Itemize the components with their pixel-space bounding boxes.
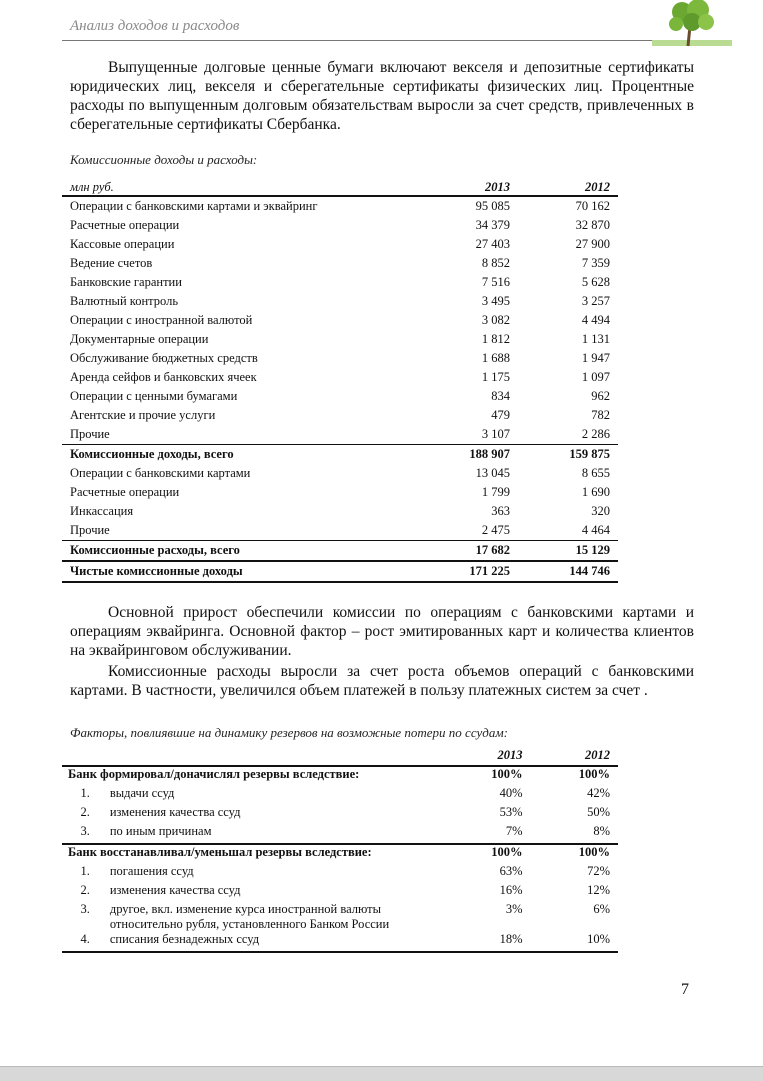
group-1-row <box>62 766 618 786</box>
item-index: 2. <box>80 883 90 897</box>
value-2012: 12% <box>587 883 610 897</box>
item-index: 2. <box>80 805 90 819</box>
value-2013: 16% <box>499 883 523 897</box>
table-row <box>62 330 618 349</box>
item-label: другое, вкл. изменение курса иностранной валюты <box>109 902 381 916</box>
row-label: Расчетные операции <box>70 218 180 232</box>
value-2013: 3 082 <box>481 313 510 327</box>
table-row <box>62 254 618 273</box>
value-2012: 100% <box>530 766 618 786</box>
col-2013-header: 2013 <box>497 748 523 762</box>
value-2013: 100% <box>443 844 531 864</box>
value-2012: 4 494 <box>581 313 610 327</box>
provisions-table <box>62 748 618 953</box>
value-2012: 782 <box>591 408 610 422</box>
list-item <box>62 786 618 805</box>
value-2013: 7 516 <box>481 275 510 289</box>
value-2012: 8% <box>593 824 610 838</box>
value-2012: 1 947 <box>581 351 610 365</box>
row-label: Операции с иностранной валютой <box>70 313 253 327</box>
item-label-cell <box>104 883 443 902</box>
provisions-table-header <box>62 748 618 766</box>
item-index: 4. <box>62 932 104 952</box>
item-label-cell <box>104 864 443 883</box>
value-2013: 53% <box>499 805 523 819</box>
page-number: 7 <box>681 981 689 998</box>
value-2013: 17 682 <box>418 541 518 562</box>
value-2012: 72% <box>587 864 610 878</box>
value-2012: 70 162 <box>575 199 610 213</box>
value-2012: 4 464 <box>581 523 610 537</box>
table-row <box>62 483 618 502</box>
value-2012: 2 286 <box>581 427 610 441</box>
value-2013: 2 475 <box>481 523 510 537</box>
row-label: Инкассация <box>70 504 134 518</box>
value-2013: 1 799 <box>481 485 510 499</box>
row-label: Кассовые операции <box>70 237 175 251</box>
value-2013: 3 107 <box>481 427 510 441</box>
table-row <box>62 349 618 368</box>
value-2012: 1 097 <box>581 370 610 384</box>
table-row <box>62 425 618 445</box>
item-index: 3. <box>80 902 90 916</box>
item-label-cell <box>104 902 443 932</box>
row-label: Банк формировал/доначислял резервы вследствие: <box>62 766 443 786</box>
list-item <box>62 824 618 844</box>
value-2013: 3% <box>505 902 523 916</box>
item-label-continued: относительно рубля, установленного Банком России <box>109 917 390 931</box>
row-label: Операции с банковскими картами и эквайринг <box>70 199 318 213</box>
item-label: выдачи ссуд <box>109 786 175 800</box>
value-2013: 13 045 <box>475 466 510 480</box>
item-label: списания безнадежных ссуд <box>109 932 260 946</box>
value-2013: 7% <box>505 824 523 838</box>
value-2012: 3 257 <box>581 294 610 308</box>
value-2012: 15 129 <box>518 541 618 562</box>
value-2013: 479 <box>491 408 510 422</box>
value-2012: 144 746 <box>518 561 618 582</box>
row-label: Документарные операции <box>70 332 209 346</box>
group-2-items <box>62 864 618 952</box>
list-item <box>62 932 618 952</box>
row-label: Прочие <box>70 427 110 441</box>
commission-table-caption: Комиссионные доходы и расходы: <box>70 152 258 167</box>
value-2012: 42% <box>587 786 610 800</box>
value-2013: 40% <box>499 786 523 800</box>
commission-table-header <box>62 180 618 196</box>
row-label: Аренда сейфов и банковских ячеек <box>70 370 257 384</box>
row-label: Обслуживание бюджетных средств <box>70 351 258 365</box>
value-2012: 962 <box>591 389 610 403</box>
value-2012: 100% <box>530 844 618 864</box>
col-2012-header: 2012 <box>518 180 618 196</box>
list-item <box>62 883 618 902</box>
value-2013: 27 403 <box>475 237 510 251</box>
row-label: Комиссионные расходы, всего <box>62 541 418 562</box>
expense-total-row <box>62 541 618 562</box>
commission-table <box>62 180 618 583</box>
row-label: Валютный контроль <box>70 294 179 308</box>
net-total-row <box>62 561 618 582</box>
header-rule <box>62 40 652 41</box>
table-row <box>62 292 618 311</box>
item-label: изменения качества ссуд <box>109 883 241 897</box>
provisions-table-caption: Факторы, повлиявшие на динамику резервов на возможные потери по ссудам: <box>70 725 508 740</box>
list-item <box>62 864 618 883</box>
row-label: Чистые комиссионные доходы <box>62 561 418 582</box>
tree-logo-icon <box>652 0 732 48</box>
row-label: Банковские гарантии <box>70 275 182 289</box>
row-label: Операции с ценными бумагами <box>70 389 238 403</box>
item-index: 3. <box>80 824 90 838</box>
table-row <box>62 216 618 235</box>
value-2013: 1 688 <box>481 351 510 365</box>
col-2013-header: 2013 <box>418 180 518 196</box>
item-label: погашения ссуд <box>109 864 194 878</box>
value-2013: 363 <box>491 504 510 518</box>
item-index: 1. <box>80 786 90 800</box>
value-2012: 320 <box>591 504 610 518</box>
value-2012: 7 359 <box>581 256 610 270</box>
value-2013: 1 175 <box>481 370 510 384</box>
value-2013: 8 852 <box>481 256 510 270</box>
table-row <box>62 196 618 216</box>
item-label: по иным причинам <box>109 824 212 838</box>
value-2012: 5 628 <box>581 275 610 289</box>
item-index: 1. <box>80 864 90 878</box>
row-label: Расчетные операции <box>70 485 180 499</box>
list-item <box>62 902 618 932</box>
table-row <box>62 273 618 292</box>
value-2013: 34 379 <box>475 218 510 232</box>
row-label: Прочие <box>70 523 110 537</box>
unit-label: млн руб. <box>62 180 418 196</box>
value-2013: 188 907 <box>418 445 518 465</box>
row-label: Банк восстанавливал/уменьшал резервы вследствие: <box>62 844 443 864</box>
value-2013: 95 085 <box>475 199 510 213</box>
income-total-row <box>62 445 618 465</box>
value-2013: 1 812 <box>481 332 510 346</box>
group-1-items <box>62 786 618 844</box>
table-row <box>62 406 618 425</box>
list-item <box>62 805 618 824</box>
group-2-row <box>62 844 618 864</box>
row-label: Операции с банковскими картами <box>70 466 251 480</box>
value-2013: 63% <box>499 864 523 878</box>
paragraph-3: Комиссионные расходы выросли за счет роста объемов операций с банковскими картами. В частности, увеличился объем платежей в пользу платежных систем за счет . <box>70 663 694 699</box>
table-row <box>62 368 618 387</box>
col-2012-header: 2012 <box>585 748 610 762</box>
value-2012: 10% <box>530 932 618 952</box>
table-row <box>62 387 618 406</box>
value-2012: 6% <box>593 902 610 916</box>
item-label-cell <box>104 932 443 952</box>
item-label: изменения качества ссуд <box>109 805 241 819</box>
row-label: Агентские и прочие услуги <box>70 408 216 422</box>
value-2013: 18% <box>443 932 531 952</box>
value-2013: 171 225 <box>418 561 518 582</box>
value-2013: 100% <box>443 766 531 786</box>
value-2012: 32 870 <box>575 218 610 232</box>
table-row <box>62 235 618 254</box>
row-label: Ведение счетов <box>70 256 153 270</box>
viewer-bottom-bar <box>0 1066 763 1081</box>
value-2013: 3 495 <box>481 294 510 308</box>
intro-paragraph: Выпущенные долговые ценные бумаги включают векселя и депозитные сертификаты юридических лиц, векселя и сберегательные сертификаты физических лиц. Процентные расходы по выпущенным долговым обязательствам выросли за счет средств, привлеченных в сберегательные сертификаты Сбербанка. <box>70 59 694 133</box>
table-row <box>62 311 618 330</box>
expense-rows <box>62 464 618 541</box>
value-2012: 1 690 <box>581 485 610 499</box>
table-row <box>62 521 618 541</box>
value-2012: 50% <box>587 805 610 819</box>
header-title: Анализ доходов и расходов <box>70 18 240 34</box>
value-2012: 159 875 <box>518 445 618 465</box>
paragraph-2: Основной прирост обеспечили комиссии по операциям с банковскими картами и операциям эквайринга. Основной фактор – рост эмитированных карт и количества клиентов на эквайринговом обслуживании. <box>70 604 694 659</box>
value-2012: 8 655 <box>581 466 610 480</box>
income-rows <box>62 196 618 445</box>
item-label-cell <box>104 824 443 844</box>
item-label-cell <box>104 786 443 805</box>
row-label: Комиссионные доходы, всего <box>62 445 418 465</box>
table-row <box>62 502 618 521</box>
table-row <box>62 464 618 483</box>
value-2013: 834 <box>491 389 510 403</box>
value-2012: 27 900 <box>575 237 610 251</box>
item-label-cell <box>104 805 443 824</box>
value-2012: 1 131 <box>581 332 610 346</box>
